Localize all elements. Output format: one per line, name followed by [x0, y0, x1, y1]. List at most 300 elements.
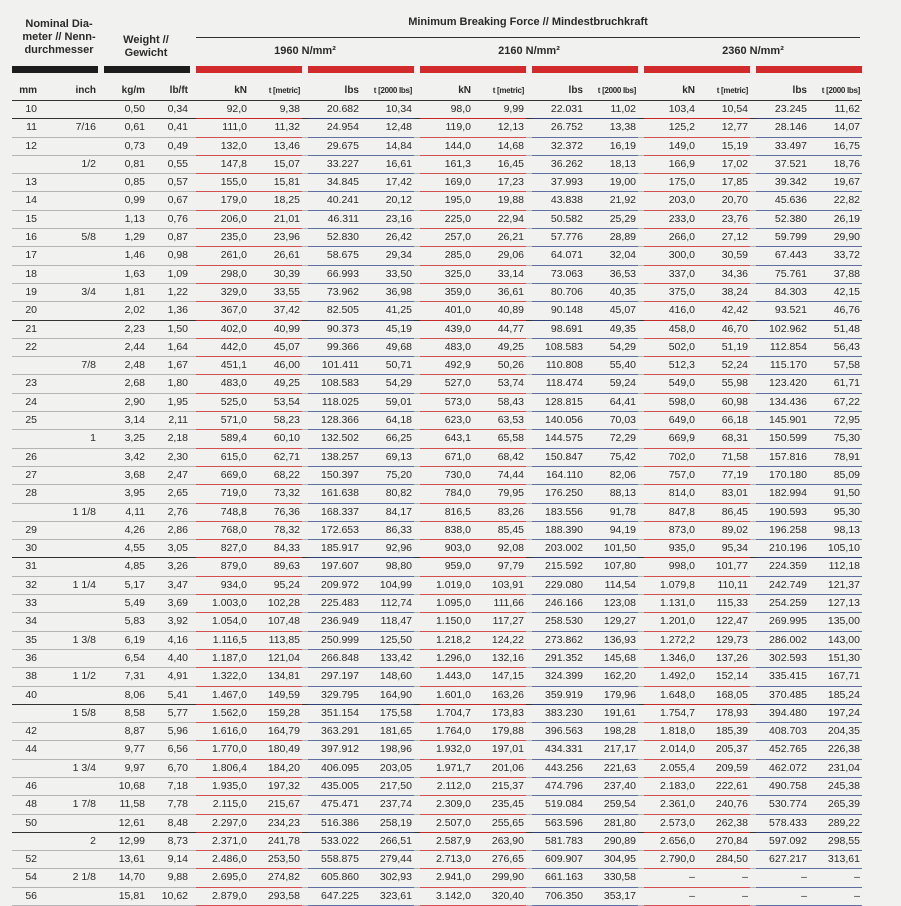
cell-kn3: –	[644, 869, 697, 887]
cell-kn2: 903,0	[420, 540, 473, 558]
cell-kn2: 161,3	[420, 155, 473, 173]
cell-mm: 28	[12, 485, 55, 503]
cell-kgm: 3,68	[104, 466, 147, 484]
cell-lbft: 6,56	[147, 741, 190, 759]
cell-t2: 179,88	[473, 723, 526, 741]
cell-lbft: 3,92	[147, 613, 190, 631]
cell-t2: 17,23	[473, 174, 526, 192]
cell-st2: 281,80	[585, 814, 638, 832]
cell-lbs3: 254.259	[756, 595, 809, 613]
cell-st1: 133,42	[361, 649, 414, 667]
cell-lbs2: 443.256	[532, 759, 585, 777]
cell-inch: 7/8	[55, 357, 98, 375]
cell-st3: 167,71	[809, 668, 862, 686]
cell-st1: 203,05	[361, 759, 414, 777]
table-row	[12, 302, 862, 320]
table-row	[12, 723, 862, 741]
cell-st3: 42,15	[809, 283, 862, 301]
cell-t1: 121,04	[249, 649, 302, 667]
cell-kn1: 1.806,4	[196, 759, 249, 777]
cell-st1: 164,90	[361, 686, 414, 704]
cell-lbs1: 236.949	[308, 613, 361, 631]
cell-kgm: 3,25	[104, 430, 147, 448]
cell-inch	[55, 375, 98, 393]
cell-lbft: 1,36	[147, 302, 190, 320]
cell-lbs1: 118.025	[308, 393, 361, 411]
cell-lbs2: 291.352	[532, 649, 585, 667]
cell-lbft: 0,87	[147, 229, 190, 247]
table-row	[12, 796, 862, 814]
cell-t2: 197,01	[473, 741, 526, 759]
cell-lbs3: 23.245	[756, 101, 809, 119]
cell-t3: 110,11	[697, 576, 750, 594]
cell-mm	[12, 832, 55, 850]
cell-kn3: 1.492,0	[644, 668, 697, 686]
cell-kgm: 0,61	[104, 119, 147, 137]
table-row	[12, 155, 862, 173]
table-row	[12, 869, 862, 887]
cell-inch	[55, 174, 98, 192]
cell-lbft: 9,88	[147, 869, 190, 887]
cell-lbs1: 66.993	[308, 265, 361, 283]
cell-kn2: 730,0	[420, 466, 473, 484]
cell-lbft: 0,55	[147, 155, 190, 173]
cell-kn1: 2.115,0	[196, 796, 249, 814]
cell-kn1: 483,0	[196, 375, 249, 393]
cell-inch: 1 3/4	[55, 759, 98, 777]
cell-inch	[55, 412, 98, 430]
cell-mm: 11	[12, 119, 55, 137]
cell-st2: 114,54	[585, 576, 638, 594]
cell-kn3: 2.014,0	[644, 741, 697, 759]
unit-t-metric-1960: t [metric]	[249, 82, 302, 101]
cell-lbs2: 273.862	[532, 631, 585, 649]
cell-kn2: 2.713,0	[420, 851, 473, 869]
cell-mm: 52	[12, 851, 55, 869]
cell-st1: 26,42	[361, 229, 414, 247]
cell-kn3: 1.201,0	[644, 613, 697, 631]
cell-kn3: 935,0	[644, 540, 697, 558]
cell-t3: 185,39	[697, 723, 750, 741]
cell-lbs1: 406.095	[308, 759, 361, 777]
cell-lbft: 2,47	[147, 466, 190, 484]
cell-t1: 78,32	[249, 521, 302, 539]
cell-t2: 58,43	[473, 393, 526, 411]
cell-kn3: 458,0	[644, 320, 697, 338]
table-row	[12, 851, 862, 869]
cell-kn3: 814,0	[644, 485, 697, 503]
grade-2160-header: 2160 N/mm²	[498, 45, 560, 57]
cell-mm	[12, 759, 55, 777]
cell-kn2: 483,0	[420, 338, 473, 356]
cell-kgm: 15,81	[104, 887, 147, 905]
cell-lbs2: 519.084	[532, 796, 585, 814]
cell-t2: 19,88	[473, 192, 526, 210]
cell-st3: 67,22	[809, 393, 862, 411]
cell-st3: 51,48	[809, 320, 862, 338]
cell-mm: 33	[12, 595, 55, 613]
cell-st1: 175,58	[361, 704, 414, 722]
cell-kn3: 998,0	[644, 558, 697, 576]
cell-mm: 35	[12, 631, 55, 649]
cell-inch	[55, 851, 98, 869]
cell-kn3: 649,0	[644, 412, 697, 430]
cell-lbft: 1,67	[147, 357, 190, 375]
cell-kn1: 147,8	[196, 155, 249, 173]
cell-st3: 121,37	[809, 576, 862, 594]
cell-lbft: 1,50	[147, 320, 190, 338]
cell-lbs3: 302.593	[756, 649, 809, 667]
cell-st2: 145,68	[585, 649, 638, 667]
cell-lbs2: 43.838	[532, 192, 585, 210]
cell-lbft: 1,09	[147, 265, 190, 283]
cell-lbs1: 82.505	[308, 302, 361, 320]
cell-lbs1: 24.954	[308, 119, 361, 137]
cell-st1: 10,34	[361, 101, 414, 119]
cell-t2: 111,66	[473, 595, 526, 613]
cell-st1: 198,96	[361, 741, 414, 759]
grade-1960-metric-bar	[196, 66, 302, 73]
cell-kn3: 416,0	[644, 302, 697, 320]
units-header-row	[12, 82, 862, 101]
cell-kgm: 14,70	[104, 869, 147, 887]
cell-mm: 46	[12, 777, 55, 795]
cell-t3: 129,73	[697, 631, 750, 649]
table-row	[12, 320, 862, 338]
cell-lbs2: 80.706	[532, 283, 585, 301]
cell-kn2: 2.941,0	[420, 869, 473, 887]
cell-t2: 36,61	[473, 283, 526, 301]
table-row	[12, 832, 862, 850]
cell-lbs1: 58.675	[308, 247, 361, 265]
cell-kn1: 1.322,0	[196, 668, 249, 686]
cell-mm: 10	[12, 101, 55, 119]
cell-st1: 64,18	[361, 412, 414, 430]
cell-lbft: 2,76	[147, 503, 190, 521]
cell-lbs1: 172.653	[308, 521, 361, 539]
cell-lbft: 5,96	[147, 723, 190, 741]
table-row	[12, 375, 862, 393]
cell-inch	[55, 887, 98, 905]
cell-lbft: 0,57	[147, 174, 190, 192]
cell-t3: 86,45	[697, 503, 750, 521]
cell-st1: 23,16	[361, 210, 414, 228]
cell-lbs3: 170.180	[756, 466, 809, 484]
cell-kn3: 1.346,0	[644, 649, 697, 667]
cell-kn2: 359,0	[420, 283, 473, 301]
cell-kn3: 512,3	[644, 357, 697, 375]
cell-t2: 276,65	[473, 851, 526, 869]
table-row	[12, 283, 862, 301]
cell-kn3: 233,0	[644, 210, 697, 228]
cell-t1: 73,32	[249, 485, 302, 503]
cell-kn1: 132,0	[196, 137, 249, 155]
cell-st3: 298,55	[809, 832, 862, 850]
grade-2360-metric-bar	[644, 66, 750, 73]
cell-inch	[55, 448, 98, 466]
cell-kgm: 12,99	[104, 832, 147, 850]
cell-t3: 46,70	[697, 320, 750, 338]
cell-lbs3: 627.217	[756, 851, 809, 869]
cell-mm	[12, 430, 55, 448]
cell-mm	[12, 503, 55, 521]
table-row	[12, 265, 862, 283]
cell-st2: 75,42	[585, 448, 638, 466]
cell-t1: 60,10	[249, 430, 302, 448]
cell-lbs1: 475.471	[308, 796, 361, 814]
cell-t1: 21,01	[249, 210, 302, 228]
cell-kn2: 1.296,0	[420, 649, 473, 667]
cell-lbs3: 134.436	[756, 393, 809, 411]
cell-kn2: 1.932,0	[420, 741, 473, 759]
cell-lbs1: 351.154	[308, 704, 361, 722]
cell-t1: 26,61	[249, 247, 302, 265]
cell-lbs1: 329.795	[308, 686, 361, 704]
cell-lbs3: 93.521	[756, 302, 809, 320]
cell-kn3: 1.818,0	[644, 723, 697, 741]
cell-kn3: 847,8	[644, 503, 697, 521]
cell-st3: 265,39	[809, 796, 862, 814]
table-row	[12, 759, 862, 777]
cell-lbs1: 20.682	[308, 101, 361, 119]
cell-lbs3: 33.497	[756, 137, 809, 155]
cell-st2: 129,27	[585, 613, 638, 631]
cell-lbs1: 516.386	[308, 814, 361, 832]
cell-kgm: 5,49	[104, 595, 147, 613]
cell-st3: 57,58	[809, 357, 862, 375]
cell-kgm: 9,77	[104, 741, 147, 759]
cell-lbs2: 26.752	[532, 119, 585, 137]
cell-inch: 1 7/8	[55, 796, 98, 814]
cell-t2: 53,74	[473, 375, 526, 393]
cell-st1: 323,61	[361, 887, 414, 905]
cell-kn2: 784,0	[420, 485, 473, 503]
cell-lbft: 4,16	[147, 631, 190, 649]
cell-kn1: 2.695,0	[196, 869, 249, 887]
cell-t3: 152,14	[697, 668, 750, 686]
cell-kn2: 838,0	[420, 521, 473, 539]
cell-lbs3: 102.962	[756, 320, 809, 338]
cell-inch	[55, 338, 98, 356]
cell-kn3: 300,0	[644, 247, 697, 265]
cell-lbs3: 408.703	[756, 723, 809, 741]
cell-kn1: 1.935,0	[196, 777, 249, 795]
cell-lbs2: 22.031	[532, 101, 585, 119]
cell-kgm: 4,85	[104, 558, 147, 576]
table-row	[12, 448, 862, 466]
cell-mm: 18	[12, 265, 55, 283]
cell-lbs1: 647.225	[308, 887, 361, 905]
cell-kn1: 442,0	[196, 338, 249, 356]
cell-st2: 304,95	[585, 851, 638, 869]
cell-t2: 79,95	[473, 485, 526, 503]
cell-t2: 44,77	[473, 320, 526, 338]
cell-mm: 15	[12, 210, 55, 228]
cell-st3: 197,24	[809, 704, 862, 722]
table-row	[12, 521, 862, 539]
cell-st2: 59,24	[585, 375, 638, 393]
cell-st1: 75,20	[361, 466, 414, 484]
cell-mm: 36	[12, 649, 55, 667]
unit-mm: mm	[12, 82, 55, 101]
cell-kgm: 4,11	[104, 503, 147, 521]
cell-kn1: 669,0	[196, 466, 249, 484]
cell-t3: –	[697, 869, 750, 887]
cell-lbs3: –	[756, 869, 809, 887]
cell-lbs3: 224.359	[756, 558, 809, 576]
cell-lbs2: 183.556	[532, 503, 585, 521]
cell-kn3: 502,0	[644, 338, 697, 356]
cell-st3: –	[809, 869, 862, 887]
cell-t1: 46,00	[249, 357, 302, 375]
cell-t2: 49,25	[473, 338, 526, 356]
cell-kn3: 702,0	[644, 448, 697, 466]
cell-lbs3: 578.433	[756, 814, 809, 832]
cell-t3: 15,19	[697, 137, 750, 155]
cell-t2: 29,06	[473, 247, 526, 265]
cell-t1: 293,58	[249, 887, 302, 905]
cell-t3: 77,19	[697, 466, 750, 484]
cell-t3: 60,98	[697, 393, 750, 411]
cell-lbs1: 34.845	[308, 174, 361, 192]
table-row	[12, 704, 862, 722]
cell-t2: 22,94	[473, 210, 526, 228]
cell-t3: 17,85	[697, 174, 750, 192]
cell-st3: 105,10	[809, 540, 862, 558]
cell-lbs3: 242.749	[756, 576, 809, 594]
cell-kn2: 623,0	[420, 412, 473, 430]
cell-inch	[55, 814, 98, 832]
cell-lbft: 1,80	[147, 375, 190, 393]
cell-kn1: 155,0	[196, 174, 249, 192]
cell-st3: 289,22	[809, 814, 862, 832]
weight-header: Weight // Gewicht	[123, 34, 169, 59]
cell-st3: 98,13	[809, 521, 862, 539]
grade-1960-header: 1960 N/mm²	[274, 45, 336, 57]
cell-st2: 101,50	[585, 540, 638, 558]
cell-t2: 16,45	[473, 155, 526, 173]
cell-inch	[55, 595, 98, 613]
cell-kn3: 337,0	[644, 265, 697, 283]
cell-kn2: 144,0	[420, 137, 473, 155]
cell-st1: 45,19	[361, 320, 414, 338]
cell-kgm: 5,17	[104, 576, 147, 594]
table-row	[12, 649, 862, 667]
cell-lbs3: 28.146	[756, 119, 809, 137]
cell-t1: 253,50	[249, 851, 302, 869]
cell-lbft: 2,65	[147, 485, 190, 503]
cell-kn2: 2.507,0	[420, 814, 473, 832]
cell-t2: 147,15	[473, 668, 526, 686]
cell-t3: 27,12	[697, 229, 750, 247]
cell-t1: 274,82	[249, 869, 302, 887]
cell-kn1: 827,0	[196, 540, 249, 558]
cell-kn3: –	[644, 887, 697, 905]
cell-kn2: 1.601,0	[420, 686, 473, 704]
cell-t3: –	[697, 887, 750, 905]
cell-t3: 20,70	[697, 192, 750, 210]
cell-st1: 98,80	[361, 558, 414, 576]
cell-lbft: 8,48	[147, 814, 190, 832]
cell-lbs1: 435.005	[308, 777, 361, 795]
cell-lbs2: 118.474	[532, 375, 585, 393]
cell-lbft: 3,47	[147, 576, 190, 594]
cell-t2: 163,26	[473, 686, 526, 704]
cell-st3: 231,04	[809, 759, 862, 777]
cell-lbs3: 210.196	[756, 540, 809, 558]
unit-lbft: lb/ft	[147, 82, 190, 101]
cell-st1: 41,25	[361, 302, 414, 320]
cell-inch: 1 1/2	[55, 668, 98, 686]
cell-kn2: 439,0	[420, 320, 473, 338]
cell-lbs2: 110.808	[532, 357, 585, 375]
cell-inch: 7/16	[55, 119, 98, 137]
cell-kn2: 573,0	[420, 393, 473, 411]
cell-kgm: 6,54	[104, 649, 147, 667]
cell-st2: 91,78	[585, 503, 638, 521]
table-row	[12, 247, 862, 265]
cell-lbs1: 132.502	[308, 430, 361, 448]
cell-lbs3: 123.420	[756, 375, 809, 393]
unit-short-ton-2360: t [2000 lbs]	[809, 82, 862, 101]
cell-inch	[55, 540, 98, 558]
cell-mm: 32	[12, 576, 55, 594]
cell-kn1: 2.371,0	[196, 832, 249, 850]
unit-kn-1960: kN	[196, 82, 249, 101]
cell-kn1: 261,0	[196, 247, 249, 265]
cell-mm: 50	[12, 814, 55, 832]
cell-inch	[55, 558, 98, 576]
cell-st3: 33,72	[809, 247, 862, 265]
cell-kn3: 2.790,0	[644, 851, 697, 869]
cell-inch	[55, 485, 98, 503]
cell-inch: 5/8	[55, 229, 98, 247]
cell-lbs3: 59.799	[756, 229, 809, 247]
cell-t1: 33,55	[249, 283, 302, 301]
cell-lbs3: 196.258	[756, 521, 809, 539]
cell-st1: 118,47	[361, 613, 414, 631]
cell-kn1: 402,0	[196, 320, 249, 338]
cell-lbs1: 225.483	[308, 595, 361, 613]
cell-t3: 23,76	[697, 210, 750, 228]
cell-inch: 1 5/8	[55, 704, 98, 722]
cell-t3: 95,34	[697, 540, 750, 558]
cell-st1: 181,65	[361, 723, 414, 741]
cell-lbs2: 176.250	[532, 485, 585, 503]
cell-mm: 20	[12, 302, 55, 320]
diameter-header-bar	[12, 66, 98, 73]
cell-t2: 299,90	[473, 869, 526, 887]
cell-lbs3: 45.636	[756, 192, 809, 210]
cell-inch	[55, 649, 98, 667]
cell-kn3: 873,0	[644, 521, 697, 539]
cell-t1: 49,25	[249, 375, 302, 393]
cell-t3: 42,42	[697, 302, 750, 320]
grade-2360-header: 2360 N/mm²	[722, 45, 784, 57]
cell-t2: 26,21	[473, 229, 526, 247]
cell-kgm: 10,68	[104, 777, 147, 795]
cell-kn1: 179,0	[196, 192, 249, 210]
cell-kgm: 1,46	[104, 247, 147, 265]
cell-lbft: 0,98	[147, 247, 190, 265]
table-row	[12, 357, 862, 375]
cell-st3: 26,19	[809, 210, 862, 228]
cell-kgm: 5,83	[104, 613, 147, 631]
cell-t3: 83,01	[697, 485, 750, 503]
cell-st2: 107,80	[585, 558, 638, 576]
cell-st3: 46,76	[809, 302, 862, 320]
cell-t3: 270,84	[697, 832, 750, 850]
